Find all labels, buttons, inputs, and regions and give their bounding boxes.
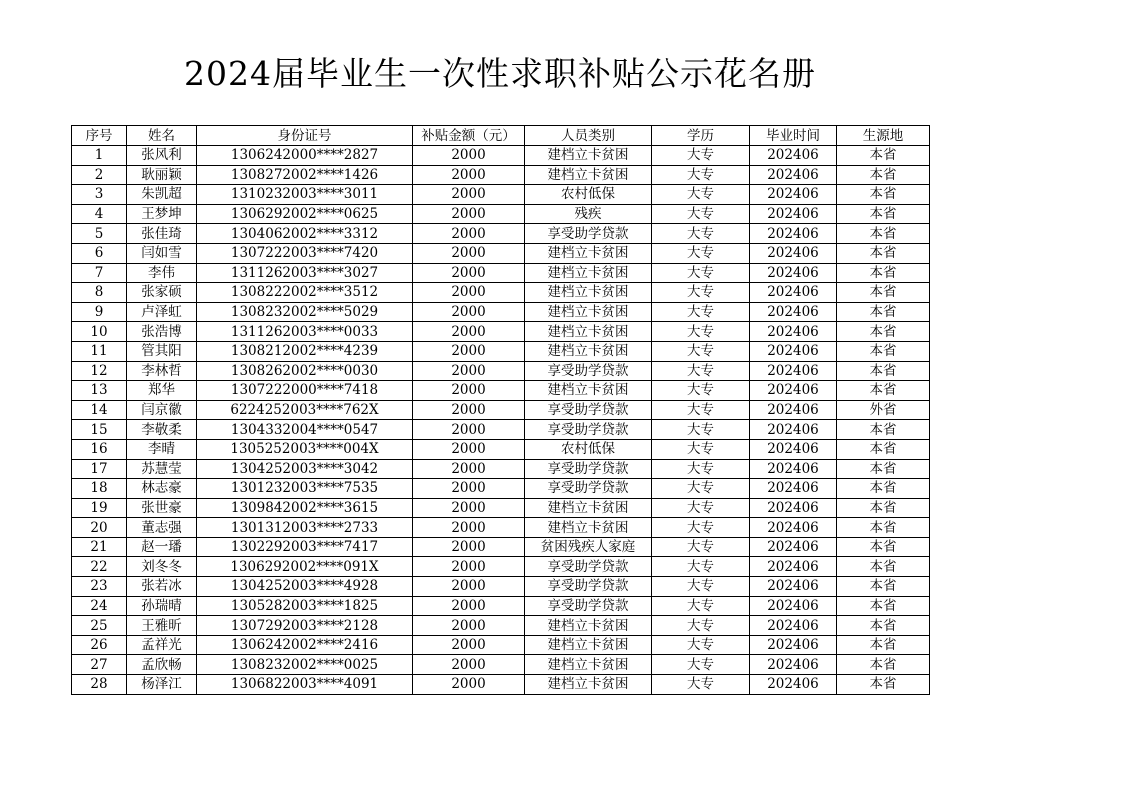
- subsidy-amount-cell: 2000: [413, 557, 525, 577]
- table-row: [72, 322, 930, 342]
- name-cell: 耿丽颖: [127, 165, 197, 185]
- serial-number-cell: 1: [72, 146, 127, 166]
- graduation-date-cell: 202406: [750, 146, 837, 166]
- origin-cell: 本省: [837, 381, 930, 401]
- subsidy-amount-cell: 2000: [413, 439, 525, 459]
- id-number-cell: 1304252003****3042: [197, 459, 413, 479]
- table-body: [72, 146, 930, 695]
- category-cell: 建档立卡贫困: [525, 322, 652, 342]
- origin-cell: 本省: [837, 224, 930, 244]
- column-header: 姓名: [127, 126, 197, 146]
- id-number-cell: 1307222000****7418: [197, 381, 413, 401]
- category-cell: 享受助学贷款: [525, 479, 652, 499]
- education-cell: 大专: [652, 577, 750, 597]
- id-number-cell: 1308262002****0030: [197, 361, 413, 381]
- category-cell: 建档立卡贫困: [525, 381, 652, 401]
- graduation-date-cell: 202406: [750, 165, 837, 185]
- table-row: [72, 479, 930, 499]
- id-number-cell: 6224252003****762X: [197, 400, 413, 420]
- subsidy-amount-cell: 2000: [413, 361, 525, 381]
- graduation-date-cell: 202406: [750, 439, 837, 459]
- origin-cell: 本省: [837, 635, 930, 655]
- serial-number-cell: 16: [72, 439, 127, 459]
- id-number-cell: 1308232002****0025: [197, 655, 413, 675]
- graduation-date-cell: 202406: [750, 577, 837, 597]
- id-number-cell: 1305252003****004X: [197, 439, 413, 459]
- name-cell: 管其阳: [127, 341, 197, 361]
- table-row: [72, 400, 930, 420]
- id-number-cell: 1304062002****3312: [197, 224, 413, 244]
- origin-cell: 本省: [837, 518, 930, 538]
- subsidy-amount-cell: 2000: [413, 146, 525, 166]
- graduation-date-cell: 202406: [750, 204, 837, 224]
- id-number-cell: 1307222003****7420: [197, 243, 413, 263]
- origin-cell: 本省: [837, 439, 930, 459]
- category-cell: 残疾: [525, 204, 652, 224]
- table-row: [72, 655, 930, 675]
- table-row: [72, 224, 930, 244]
- id-number-cell: 1306242000****2827: [197, 146, 413, 166]
- id-number-cell: 1308272002****1426: [197, 165, 413, 185]
- origin-cell: 本省: [837, 479, 930, 499]
- origin-cell: 本省: [837, 322, 930, 342]
- category-cell: 建档立卡贫困: [525, 675, 652, 695]
- graduation-date-cell: 202406: [750, 616, 837, 636]
- category-cell: 建档立卡贫困: [525, 655, 652, 675]
- category-cell: 享受助学贷款: [525, 596, 652, 616]
- graduation-date-cell: 202406: [750, 420, 837, 440]
- subsidy-amount-cell: 2000: [413, 577, 525, 597]
- column-header: 生源地: [837, 126, 930, 146]
- category-cell: 建档立卡贫困: [525, 302, 652, 322]
- name-cell: 赵一璠: [127, 537, 197, 557]
- table-row: [72, 596, 930, 616]
- id-number-cell: 1308232002****5029: [197, 302, 413, 322]
- name-cell: 孟祥光: [127, 635, 197, 655]
- id-number-cell: 1308212002****4239: [197, 341, 413, 361]
- name-cell: 张佳琦: [127, 224, 197, 244]
- education-cell: 大专: [652, 400, 750, 420]
- serial-number-cell: 8: [72, 283, 127, 303]
- education-cell: 大专: [652, 439, 750, 459]
- name-cell: 卢泽虹: [127, 302, 197, 322]
- name-cell: 张世豪: [127, 498, 197, 518]
- id-number-cell: 1306292002****0625: [197, 204, 413, 224]
- graduation-date-cell: 202406: [750, 243, 837, 263]
- table-row: [72, 302, 930, 322]
- subsidy-amount-cell: 2000: [413, 655, 525, 675]
- subsidy-amount-cell: 2000: [413, 165, 525, 185]
- category-cell: 建档立卡贫困: [525, 165, 652, 185]
- category-cell: 享受助学贷款: [525, 459, 652, 479]
- origin-cell: 本省: [837, 361, 930, 381]
- name-cell: 刘冬冬: [127, 557, 197, 577]
- education-cell: 大专: [652, 498, 750, 518]
- education-cell: 大专: [652, 243, 750, 263]
- origin-cell: 本省: [837, 146, 930, 166]
- subsidy-amount-cell: 2000: [413, 675, 525, 695]
- subsidy-amount-cell: 2000: [413, 479, 525, 499]
- graduation-date-cell: 202406: [750, 322, 837, 342]
- category-cell: 农村低保: [525, 185, 652, 205]
- subsidy-amount-cell: 2000: [413, 459, 525, 479]
- category-cell: 享受助学贷款: [525, 400, 652, 420]
- graduation-date-cell: 202406: [750, 381, 837, 401]
- graduation-date-cell: 202406: [750, 537, 837, 557]
- education-cell: 大专: [652, 361, 750, 381]
- education-cell: 大专: [652, 283, 750, 303]
- subsidy-amount-cell: 2000: [413, 381, 525, 401]
- serial-number-cell: 26: [72, 635, 127, 655]
- table-row: [72, 439, 930, 459]
- column-header: 身份证号: [197, 126, 413, 146]
- graduation-date-cell: 202406: [750, 224, 837, 244]
- id-number-cell: 1308222002****3512: [197, 283, 413, 303]
- table-row: [72, 537, 930, 557]
- name-cell: 李伟: [127, 263, 197, 283]
- education-cell: 大专: [652, 596, 750, 616]
- category-cell: 建档立卡贫困: [525, 616, 652, 636]
- graduation-date-cell: 202406: [750, 283, 837, 303]
- id-number-cell: 1311262003****3027: [197, 263, 413, 283]
- graduation-date-cell: 202406: [750, 498, 837, 518]
- education-cell: 大专: [652, 655, 750, 675]
- id-number-cell: 1306822003****4091: [197, 675, 413, 695]
- origin-cell: 本省: [837, 459, 930, 479]
- education-cell: 大专: [652, 322, 750, 342]
- column-header: 补贴金额（元）: [413, 126, 525, 146]
- subsidy-amount-cell: 2000: [413, 341, 525, 361]
- table-row: [72, 635, 930, 655]
- serial-number-cell: 24: [72, 596, 127, 616]
- category-cell: 农村低保: [525, 439, 652, 459]
- category-cell: 享受助学贷款: [525, 420, 652, 440]
- subsidy-amount-cell: 2000: [413, 596, 525, 616]
- graduation-date-cell: 202406: [750, 459, 837, 479]
- category-cell: 享受助学贷款: [525, 224, 652, 244]
- id-number-cell: 1302292003****7417: [197, 537, 413, 557]
- education-cell: 大专: [652, 224, 750, 244]
- column-header: 人员类别: [525, 126, 652, 146]
- category-cell: 建档立卡贫困: [525, 518, 652, 538]
- column-header: 学历: [652, 126, 750, 146]
- table-row: [72, 361, 930, 381]
- name-cell: 孟欣畅: [127, 655, 197, 675]
- serial-number-cell: 13: [72, 381, 127, 401]
- education-cell: 大专: [652, 616, 750, 636]
- name-cell: 张浩博: [127, 322, 197, 342]
- table-row: [72, 341, 930, 361]
- education-cell: 大专: [652, 204, 750, 224]
- name-cell: 王梦坤: [127, 204, 197, 224]
- name-cell: 王雅昕: [127, 616, 197, 636]
- origin-cell: 本省: [837, 165, 930, 185]
- serial-number-cell: 11: [72, 341, 127, 361]
- serial-number-cell: 3: [72, 185, 127, 205]
- subsidy-amount-cell: 2000: [413, 518, 525, 538]
- category-cell: 享受助学贷款: [525, 577, 652, 597]
- graduation-date-cell: 202406: [750, 635, 837, 655]
- subsidy-amount-cell: 2000: [413, 635, 525, 655]
- id-number-cell: 1307292003****2128: [197, 616, 413, 636]
- subsidy-amount-cell: 2000: [413, 283, 525, 303]
- origin-cell: 本省: [837, 341, 930, 361]
- origin-cell: 本省: [837, 655, 930, 675]
- category-cell: 建档立卡贫困: [525, 263, 652, 283]
- name-cell: 朱凯超: [127, 185, 197, 205]
- origin-cell: 外省: [837, 400, 930, 420]
- category-cell: 建档立卡贫困: [525, 341, 652, 361]
- table-row: [72, 165, 930, 185]
- id-number-cell: 1301232003****7535: [197, 479, 413, 499]
- origin-cell: 本省: [837, 537, 930, 557]
- education-cell: 大专: [652, 635, 750, 655]
- graduation-date-cell: 202406: [750, 596, 837, 616]
- roster-table: [71, 125, 930, 695]
- table-row: [72, 185, 930, 205]
- education-cell: 大专: [652, 479, 750, 499]
- graduation-date-cell: 202406: [750, 518, 837, 538]
- subsidy-amount-cell: 2000: [413, 263, 525, 283]
- id-number-cell: 1301312003****2733: [197, 518, 413, 538]
- id-number-cell: 1304252003****4928: [197, 577, 413, 597]
- graduation-date-cell: 202406: [750, 361, 837, 381]
- education-cell: 大专: [652, 675, 750, 695]
- education-cell: 大专: [652, 420, 750, 440]
- education-cell: 大专: [652, 165, 750, 185]
- serial-number-cell: 4: [72, 204, 127, 224]
- category-cell: 建档立卡贫困: [525, 498, 652, 518]
- table-row: [72, 420, 930, 440]
- name-cell: 闫京徽: [127, 400, 197, 420]
- id-number-cell: 1305282003****1825: [197, 596, 413, 616]
- table-row: [72, 675, 930, 695]
- origin-cell: 本省: [837, 596, 930, 616]
- graduation-date-cell: 202406: [750, 479, 837, 499]
- subsidy-amount-cell: 2000: [413, 302, 525, 322]
- origin-cell: 本省: [837, 243, 930, 263]
- education-cell: 大专: [652, 537, 750, 557]
- subsidy-amount-cell: 2000: [413, 204, 525, 224]
- name-cell: 孙瑞晴: [127, 596, 197, 616]
- serial-number-cell: 27: [72, 655, 127, 675]
- subsidy-amount-cell: 2000: [413, 420, 525, 440]
- serial-number-cell: 12: [72, 361, 127, 381]
- education-cell: 大专: [652, 381, 750, 401]
- origin-cell: 本省: [837, 498, 930, 518]
- table-row: [72, 459, 930, 479]
- origin-cell: 本省: [837, 204, 930, 224]
- graduation-date-cell: 202406: [750, 557, 837, 577]
- table-row: [72, 518, 930, 538]
- graduation-date-cell: 202406: [750, 263, 837, 283]
- serial-number-cell: 10: [72, 322, 127, 342]
- serial-number-cell: 23: [72, 577, 127, 597]
- graduation-date-cell: 202406: [750, 675, 837, 695]
- serial-number-cell: 22: [72, 557, 127, 577]
- table-header-row: [72, 126, 930, 146]
- education-cell: 大专: [652, 146, 750, 166]
- table-row: [72, 283, 930, 303]
- subsidy-amount-cell: 2000: [413, 322, 525, 342]
- subsidy-amount-cell: 2000: [413, 616, 525, 636]
- table-row: [72, 557, 930, 577]
- education-cell: 大专: [652, 302, 750, 322]
- origin-cell: 本省: [837, 263, 930, 283]
- id-number-cell: 1304332004****0547: [197, 420, 413, 440]
- subsidy-amount-cell: 2000: [413, 537, 525, 557]
- education-cell: 大专: [652, 557, 750, 577]
- subsidy-amount-cell: 2000: [413, 224, 525, 244]
- graduation-date-cell: 202406: [750, 302, 837, 322]
- origin-cell: 本省: [837, 420, 930, 440]
- serial-number-cell: 9: [72, 302, 127, 322]
- origin-cell: 本省: [837, 185, 930, 205]
- origin-cell: 本省: [837, 616, 930, 636]
- serial-number-cell: 20: [72, 518, 127, 538]
- category-cell: 建档立卡贫困: [525, 146, 652, 166]
- column-header: 序号: [72, 126, 127, 146]
- education-cell: 大专: [652, 185, 750, 205]
- table-row: [72, 204, 930, 224]
- name-cell: 李敬柔: [127, 420, 197, 440]
- column-header: 毕业时间: [750, 126, 837, 146]
- serial-number-cell: 28: [72, 675, 127, 695]
- graduation-date-cell: 202406: [750, 400, 837, 420]
- category-cell: 享受助学贷款: [525, 557, 652, 577]
- name-cell: 张风利: [127, 146, 197, 166]
- table-row: [72, 381, 930, 401]
- education-cell: 大专: [652, 459, 750, 479]
- serial-number-cell: 2: [72, 165, 127, 185]
- education-cell: 大专: [652, 341, 750, 361]
- serial-number-cell: 7: [72, 263, 127, 283]
- subsidy-amount-cell: 2000: [413, 498, 525, 518]
- origin-cell: 本省: [837, 675, 930, 695]
- id-number-cell: 1306242002****2416: [197, 635, 413, 655]
- serial-number-cell: 6: [72, 243, 127, 263]
- category-cell: 贫困残疾人家庭: [525, 537, 652, 557]
- name-cell: 郑华: [127, 381, 197, 401]
- table-row: [72, 243, 930, 263]
- id-number-cell: 1311262003****0033: [197, 322, 413, 342]
- serial-number-cell: 5: [72, 224, 127, 244]
- name-cell: 闫如雪: [127, 243, 197, 263]
- category-cell: 享受助学贷款: [525, 361, 652, 381]
- name-cell: 杨泽江: [127, 675, 197, 695]
- education-cell: 大专: [652, 518, 750, 538]
- education-cell: 大专: [652, 263, 750, 283]
- table-row: [72, 146, 930, 166]
- graduation-date-cell: 202406: [750, 341, 837, 361]
- id-number-cell: 1309842002****3615: [197, 498, 413, 518]
- graduation-date-cell: 202406: [750, 185, 837, 205]
- origin-cell: 本省: [837, 302, 930, 322]
- category-cell: 建档立卡贫困: [525, 635, 652, 655]
- serial-number-cell: 17: [72, 459, 127, 479]
- subsidy-amount-cell: 2000: [413, 185, 525, 205]
- subsidy-amount-cell: 2000: [413, 400, 525, 420]
- serial-number-cell: 19: [72, 498, 127, 518]
- serial-number-cell: 21: [72, 537, 127, 557]
- serial-number-cell: 15: [72, 420, 127, 440]
- category-cell: 建档立卡贫困: [525, 283, 652, 303]
- name-cell: 苏慧莹: [127, 459, 197, 479]
- name-cell: 李林哲: [127, 361, 197, 381]
- name-cell: 林志豪: [127, 479, 197, 499]
- id-number-cell: 1306292002****091X: [197, 557, 413, 577]
- id-number-cell: 1310232003****3011: [197, 185, 413, 205]
- category-cell: 建档立卡贫困: [525, 243, 652, 263]
- name-cell: 李晴: [127, 439, 197, 459]
- graduation-date-cell: 202406: [750, 655, 837, 675]
- table-row: [72, 577, 930, 597]
- table-row: [72, 263, 930, 283]
- table-row: [72, 498, 930, 518]
- origin-cell: 本省: [837, 557, 930, 577]
- subsidy-amount-cell: 2000: [413, 243, 525, 263]
- serial-number-cell: 18: [72, 479, 127, 499]
- serial-number-cell: 14: [72, 400, 127, 420]
- name-cell: 董志强: [127, 518, 197, 538]
- table-row: [72, 616, 930, 636]
- origin-cell: 本省: [837, 283, 930, 303]
- name-cell: 张若冰: [127, 577, 197, 597]
- origin-cell: 本省: [837, 577, 930, 597]
- serial-number-cell: 25: [72, 616, 127, 636]
- page-title: 2024届毕业生一次性求职补贴公示花名册: [184, 54, 816, 93]
- name-cell: 张家硕: [127, 283, 197, 303]
